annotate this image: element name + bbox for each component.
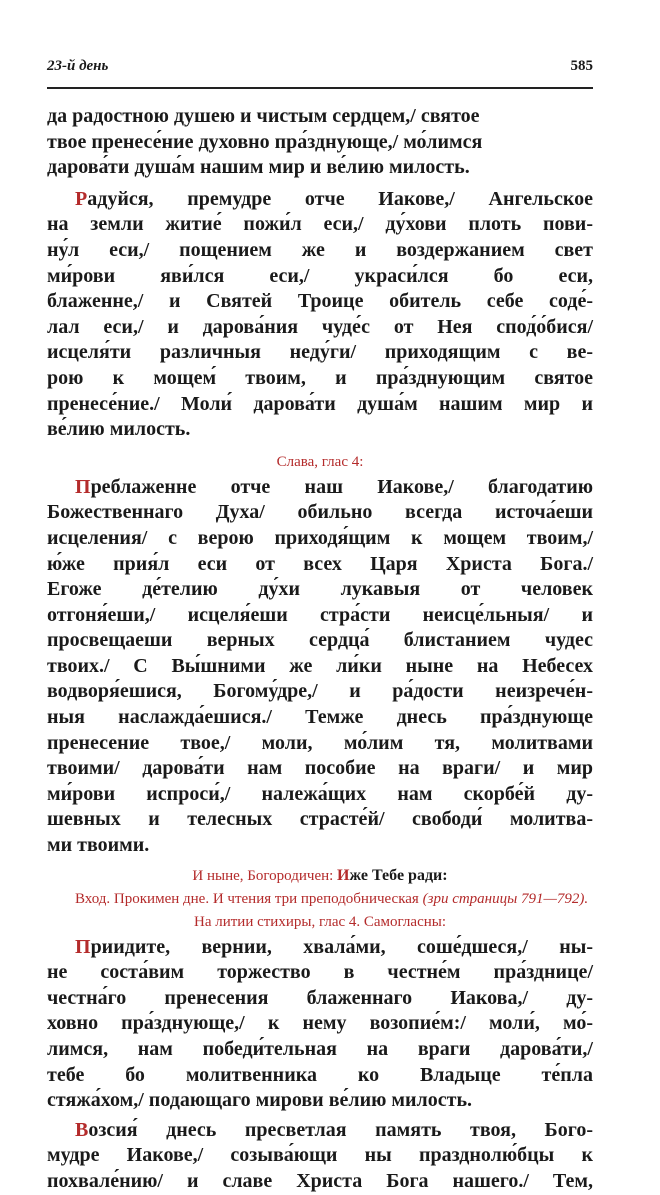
- red-initial: П: [75, 475, 91, 498]
- text-line: пренесение твое,/ моли, мо́лим тя, молитвами: [47, 731, 593, 754]
- red-initial: П: [75, 935, 91, 958]
- text-line: ныя наслажда́ешися./ Темже днесь пра́зднующе: [47, 706, 593, 729]
- text-line: Возсия́ днесь пресветлая память твоя, Бого-: [75, 1118, 593, 1141]
- text-line: ми́рови испроси́,/ належа́щих нам скорбе́й ду-: [47, 782, 593, 805]
- rubric-entrance-text: Вход. Прокимен дне. И чтения три преподобническая: [75, 890, 419, 907]
- text-line: пренесе́ние./ Моли́ дарова́ти душа́м нашим мир и: [47, 392, 593, 415]
- paragraph-sticheron-glory: [47, 475, 593, 859]
- text-line: на земли житие́ пожи́л еси,/ ду́хови плоть пови-: [47, 213, 593, 236]
- rubric-entrance: [47, 889, 593, 909]
- text-line: Радуйся, премудре отче Иакове,/ Ангельское: [75, 187, 593, 210]
- text-line: мудре Иакове,/ созыва́ющи ны празднолю́бцы к: [47, 1144, 593, 1167]
- page-body: [47, 104, 593, 1195]
- text-line: ми́рови яви́лся еси,/ украси́лся бо еси,: [47, 264, 593, 287]
- text-line: твое пренесе́ние духовно пра́зднующе,/ мо́лимся: [47, 130, 483, 153]
- text-line: исцеления/ с верою приходя́щим к мощем твоим,/: [47, 526, 593, 549]
- page-number: 585: [570, 58, 593, 74]
- paragraph-litia-sticheron-2: [47, 1118, 593, 1195]
- text-line: просвещаеши верных сердца́ блистанием чудес: [47, 629, 593, 652]
- red-initial: В: [75, 1118, 89, 1141]
- text-line: лал еси,/ и дарова́ния чуде́с от Нея спод́о́бися/: [47, 315, 593, 338]
- text-line: честна́го пренесения блаженнаго Иакова,/ ду-: [47, 986, 593, 1009]
- rubric-incipit: Иже Тебе ради:: [337, 866, 448, 884]
- text-line: ну́л еси,/ пощением же и воздержанием свет: [47, 238, 593, 261]
- text-line: отгоня́еши,/ исцеля́еши стра́сти неисце́льныя/ и: [47, 603, 593, 626]
- text-line: ю́же прия́л еси от всех Царя Христа Бога./: [47, 552, 593, 575]
- header-rule: [47, 87, 593, 89]
- text-line: рою к мощем́ твоим, и пра́зднующим святое: [47, 366, 593, 389]
- text-line: Преблаженне отче наш Иакове,/ благодатию: [75, 475, 593, 498]
- text-line: твоих./ С Вы́шними же ли́ки ныне на Небесех: [47, 654, 593, 677]
- paragraph-continuation: [47, 104, 593, 181]
- text-line: Божественнаго Духа/ обильно всегда источа́еши: [47, 501, 593, 524]
- rubric-red-text: И ныне, Богородичен:: [192, 867, 338, 884]
- text-line: ми твоими.: [47, 834, 150, 857]
- text-line: стяжа́хом,/ подающаго мирови ве́лию милость.: [47, 1089, 473, 1112]
- text-line: да радостною душею и чистым сердцем,/ святое: [47, 105, 480, 127]
- rubric-litia: На литии стихиры, глас 4. Самогласны:: [193, 913, 447, 930]
- text-line: лимся, нам победи́тельная на враги дарова́ти,/: [47, 1038, 593, 1060]
- running-head: [47, 58, 593, 80]
- text-line: не соста́вим торжество в честне́м пра́зднице/: [47, 961, 593, 984]
- paragraph-troparion: [47, 187, 593, 443]
- text-line: похвале́нию/ и славе Христа Бога нашего./ Тем,: [47, 1169, 593, 1192]
- text-line: Егоже де́телию ду́хи лукавыя от человек: [47, 578, 593, 601]
- rubric-and-now: [47, 865, 593, 887]
- rubric-page-reference: (зри страницы 791—792).: [422, 890, 589, 907]
- red-initial: И: [337, 866, 350, 884]
- text-line: дарова́ти душа́м нашим мир и ве́лию милость.: [47, 156, 470, 179]
- running-title: 23-й день: [47, 58, 109, 74]
- text-line: исцеля́ти различныя неду́ги/ приходящим с ве-: [47, 341, 593, 364]
- text-line: шевных и телесных страсте́й/ свободи́ молитва-: [47, 808, 593, 831]
- text-line: Приидите, вернии, хвала́ми, соше́дшеся,/ ны-: [75, 935, 593, 958]
- paragraph-litia-sticheron-1: [47, 935, 593, 1114]
- text-line: тебе бо молитвенника ко Владыце те́пла: [47, 1063, 593, 1086]
- text-line: твоими/ дарова́ти нам пособие на враги/ и мир: [47, 757, 593, 780]
- rubric-glory: Слава, глас 4:: [276, 453, 364, 470]
- text-line: ве́лию милость.: [47, 418, 191, 441]
- text-line: водворя́ешися, Богому́дре,/ и ра́дости неизрече́н-: [47, 680, 593, 703]
- red-initial: Р: [75, 187, 88, 210]
- text-line: блаженне,/ и Святей Троице обитель себе соде́-: [47, 290, 593, 313]
- text-line: ховно пра́зднующе,/ к нему возопие́м:/ моли́, мо́-: [47, 1012, 593, 1035]
